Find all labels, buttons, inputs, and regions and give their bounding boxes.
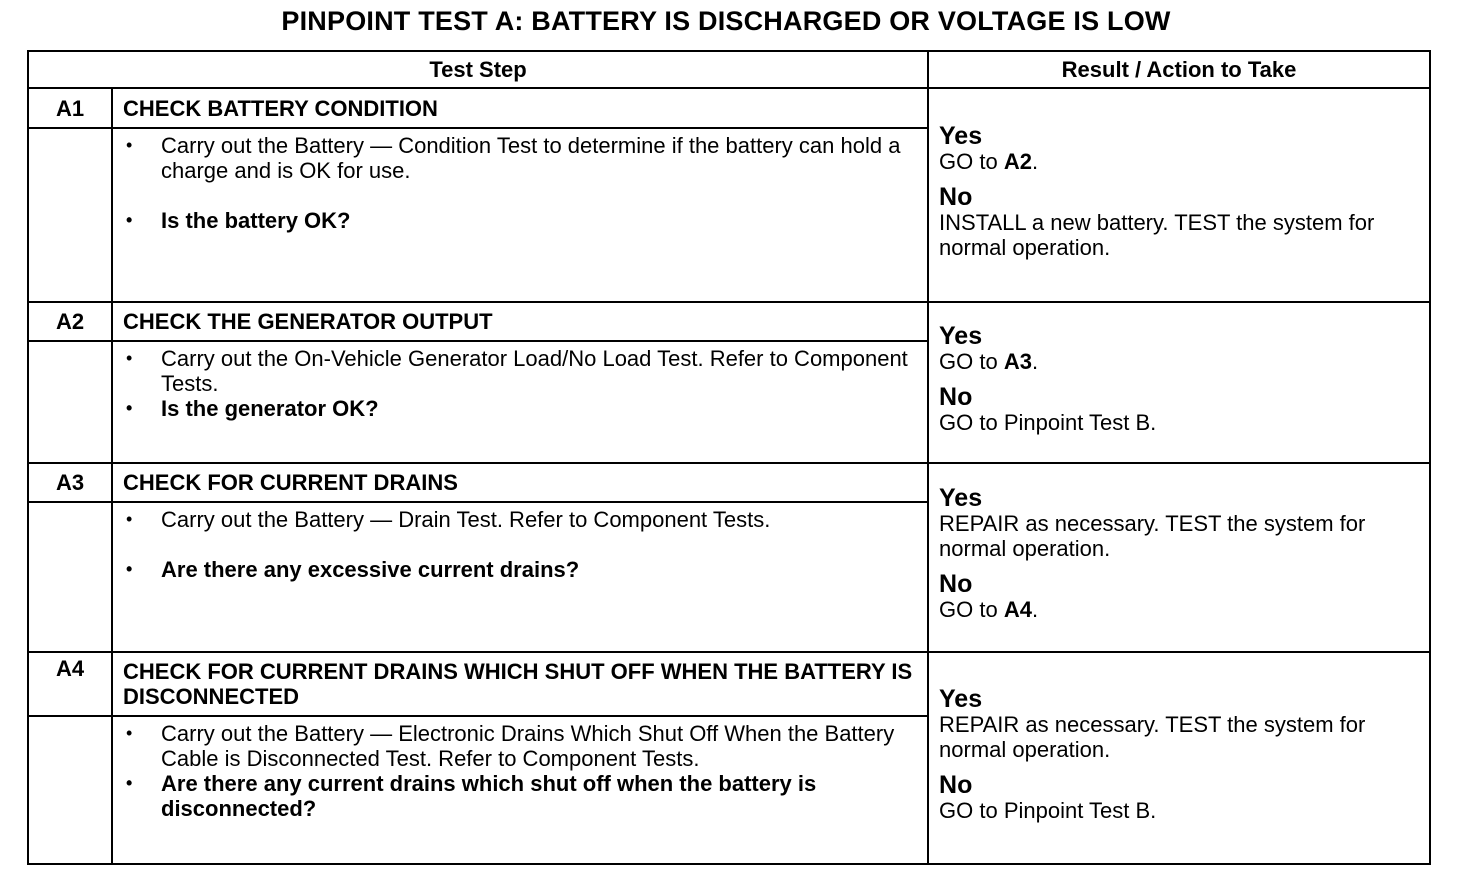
yes-action <box>939 349 1421 374</box>
result-no <box>939 384 1421 435</box>
step-question: • Are there any current drains which shut off when the battery is disconnected? <box>123 771 917 821</box>
no-action: INSTALL a new battery. TEST the system for normal operation. <box>939 209 1375 260</box>
step-title: CHECK THE GENERATOR OUTPUT <box>112 302 928 341</box>
step-instruction: • Carry out the Battery — Drain Test. Refer to Component Tests. <box>123 507 917 532</box>
step-a2-title-row <box>28 302 1430 341</box>
no-text: GO to <box>939 597 1004 622</box>
yes-label: Yes <box>939 684 983 713</box>
step-id: A2 <box>28 302 112 341</box>
step-a1-result <box>928 88 1430 302</box>
step-title: CHECK BATTERY CONDITION <box>112 88 928 128</box>
step-id-blank <box>28 502 112 652</box>
step-id-blank <box>28 341 112 463</box>
step-body <box>112 128 928 302</box>
no-action: GO to Pinpoint Test B. <box>939 797 1157 823</box>
yes-step-ref: A3 <box>1003 348 1032 374</box>
step-id: A4 <box>28 652 112 716</box>
result-yes <box>939 485 1421 561</box>
step-question: • Is the generator OK? <box>123 396 917 421</box>
page-title: PINPOINT TEST A: BATTERY IS DISCHARGED OR VOLTAGE IS LOW <box>281 6 1171 36</box>
result-no <box>939 184 1421 260</box>
yes-action <box>939 149 1421 174</box>
yes-action: REPAIR as necessary. TEST the system for normal operation. <box>939 711 1366 762</box>
step-a2-result <box>928 302 1430 463</box>
no-action: GO to Pinpoint Test B. <box>939 409 1157 435</box>
yes-text: GO to <box>939 148 1004 174</box>
step-a4-result <box>928 652 1430 864</box>
step-body <box>112 502 928 652</box>
step-instruction: • Carry out the On-Vehicle Generator Load/No Load Test. Refer to Component Tests. <box>123 346 917 396</box>
no-label: No <box>939 382 973 411</box>
no-step-ref: A4 <box>1003 597 1032 622</box>
step-id-blank <box>28 128 112 302</box>
yes-label: Yes <box>939 321 983 350</box>
step-title: CHECK FOR CURRENT DRAINS <box>112 463 928 502</box>
step-id: A1 <box>28 88 112 128</box>
result-no <box>939 571 1421 622</box>
result-yes <box>939 123 1421 174</box>
step-question: • Are there any excessive current drains? <box>123 557 917 582</box>
no-action <box>939 597 1421 622</box>
step-instruction: • Carry out the Battery — Condition Test to determine if the battery can hold a charge and is OK for use. <box>123 133 917 183</box>
yes-label: Yes <box>939 121 983 150</box>
step-title: CHECK FOR CURRENT DRAINS WHICH SHUT OFF WHEN THE BATTERY IS DISCONNECTED <box>112 652 928 716</box>
yes-tail: . <box>1031 348 1039 374</box>
pinpoint-test-table <box>27 50 1431 865</box>
no-tail: . <box>1031 597 1039 622</box>
step-instruction: • Carry out the Battery — Electronic Drains Which Shut Off When the Battery Cable is Disconnected Test. Refer to Component Tests. <box>123 721 917 771</box>
step-body <box>112 716 928 864</box>
step-question: • Is the battery OK? <box>123 208 917 233</box>
step-a3-title-row <box>28 463 1430 502</box>
step-a1-title-row <box>28 88 1430 128</box>
result-no <box>939 772 1421 823</box>
header-test-step: Test Step <box>28 51 928 88</box>
step-a4-title-row <box>28 652 1430 716</box>
result-yes <box>939 686 1421 762</box>
no-label: No <box>939 770 973 799</box>
step-id-blank <box>28 716 112 864</box>
yes-step-ref: A2 <box>1003 148 1032 174</box>
step-body <box>112 341 928 463</box>
no-label: No <box>939 182 973 211</box>
header-result: Result / Action to Take <box>928 51 1430 88</box>
yes-action: REPAIR as necessary. TEST the system for normal operation. <box>939 511 1366 561</box>
result-yes <box>939 323 1421 374</box>
step-a3-result <box>928 463 1430 652</box>
yes-text: GO to <box>939 348 1004 374</box>
table-header-row <box>28 51 1430 88</box>
yes-label: Yes <box>939 484 983 512</box>
yes-tail: . <box>1031 148 1039 174</box>
no-label: No <box>939 570 973 598</box>
step-id: A3 <box>28 463 112 502</box>
